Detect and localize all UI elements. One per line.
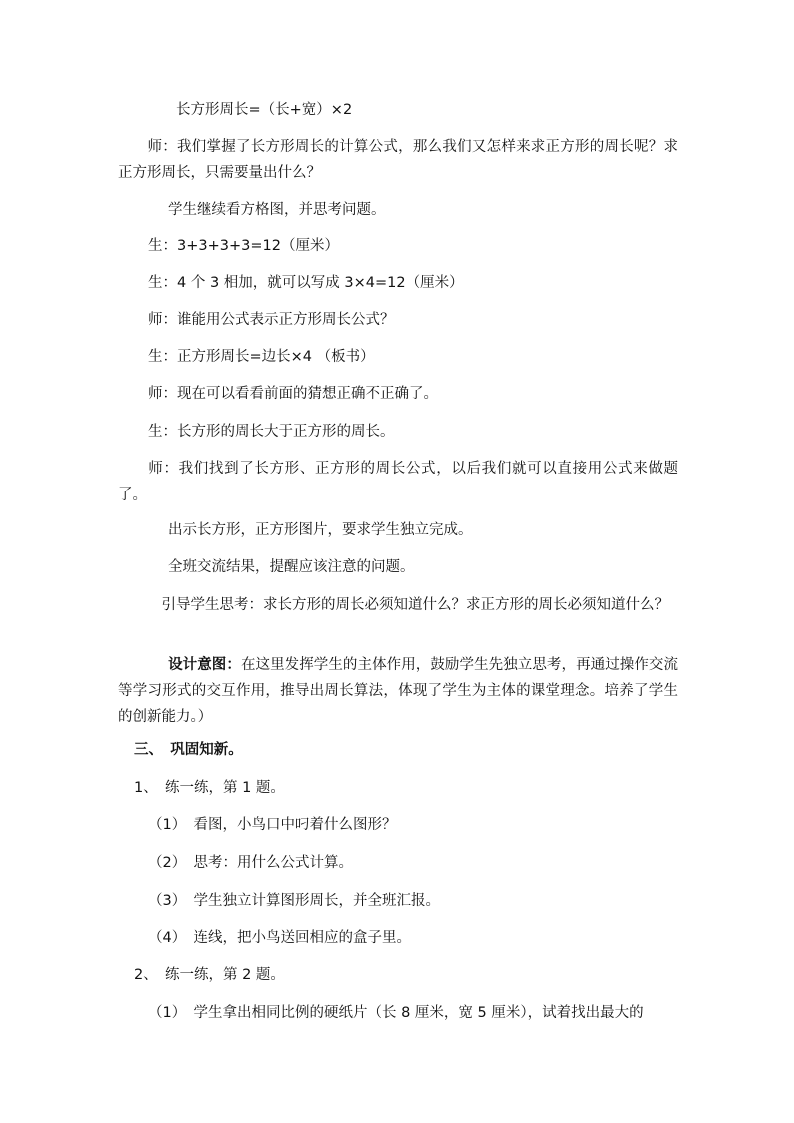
exercise-2-step-1: （1） 学生拿出相同比例的硬纸片（长 8 厘米，宽 5 厘米），试着找出最大的 [148,1005,644,1021]
paragraph-student-sum: 生：3+3+3+3=12（厘米） [148,238,339,254]
paragraph-teacher-formulas-found: 师：我们找到了长方形、正方形的周长公式，以后我们就可以直接用公式来做题了。 [118,461,678,503]
design-intent-text: 在这里发挥学生的主体作用，鼓励学生先独立思考，再通过操作交流等学习形式的交互作用，推导出周长算法，体现了学生为主体的课堂理念。培养了学生的创新能力。） [118,657,679,725]
paragraph-class-exchange: 全班交流结果，提醒应该注意的问题。 [168,559,415,575]
paragraph-student-multiply: 生：4 个 3 相加，就可以写成 3×4=12（厘米） [148,275,464,291]
exercise-1-heading: 1、 练一练，第 1 题。 [134,780,285,796]
formula-square-perimeter: 生：正方形周长=边长×4 （板书） [148,349,375,365]
paragraph-teacher-formula-question: 师：谁能用公式表示正方形周长公式？ [148,312,395,328]
paragraph-show-pictures: 出示长方形，正方形图片，要求学生独立完成。 [168,522,473,538]
design-intent-label: 设计意图： [168,657,241,673]
exercise-1-step-4: （4） 连线，把小鸟送回相应的盒子里。 [148,930,411,946]
exercise-2-heading: 2、 练一练，第 2 题。 [134,967,285,983]
exercise-1-step-2: （2） 思考：用什么公式计算。 [148,855,353,871]
paragraph-design-intent [118,652,678,730]
formula-rectangle-perimeter: 长方形周长=（长+宽）×2 [176,102,353,118]
paragraph-teacher-check-guess: 师：现在可以看看前面的猜想正确不正确了。 [148,386,438,402]
paragraph-students-observe: 学生继续看方格图，并思考问题。 [168,202,386,218]
paragraph-student-conclusion: 生：长方形的周长大于正方形的周长。 [148,424,395,440]
paragraph-teacher-question: 师：我们掌握了长方形周长的计算公式，那么我们又怎样来求正方形的周长呢？求正方形周长，只需要量出什么？ [118,139,678,181]
section-heading-consolidate: 三、 巩固知新。 [134,742,243,758]
exercise-1-step-3: （3） 学生独立计算图形周长，并全班汇报。 [148,893,440,909]
exercise-1-step-1: （1） 看图，小鸟口中叼着什么图形？ [148,817,397,833]
paragraph-guide-thinking: 引导学生思考：求长方形的周长必须知道什么？求正方形的周长必须知道什么？ [118,597,669,613]
